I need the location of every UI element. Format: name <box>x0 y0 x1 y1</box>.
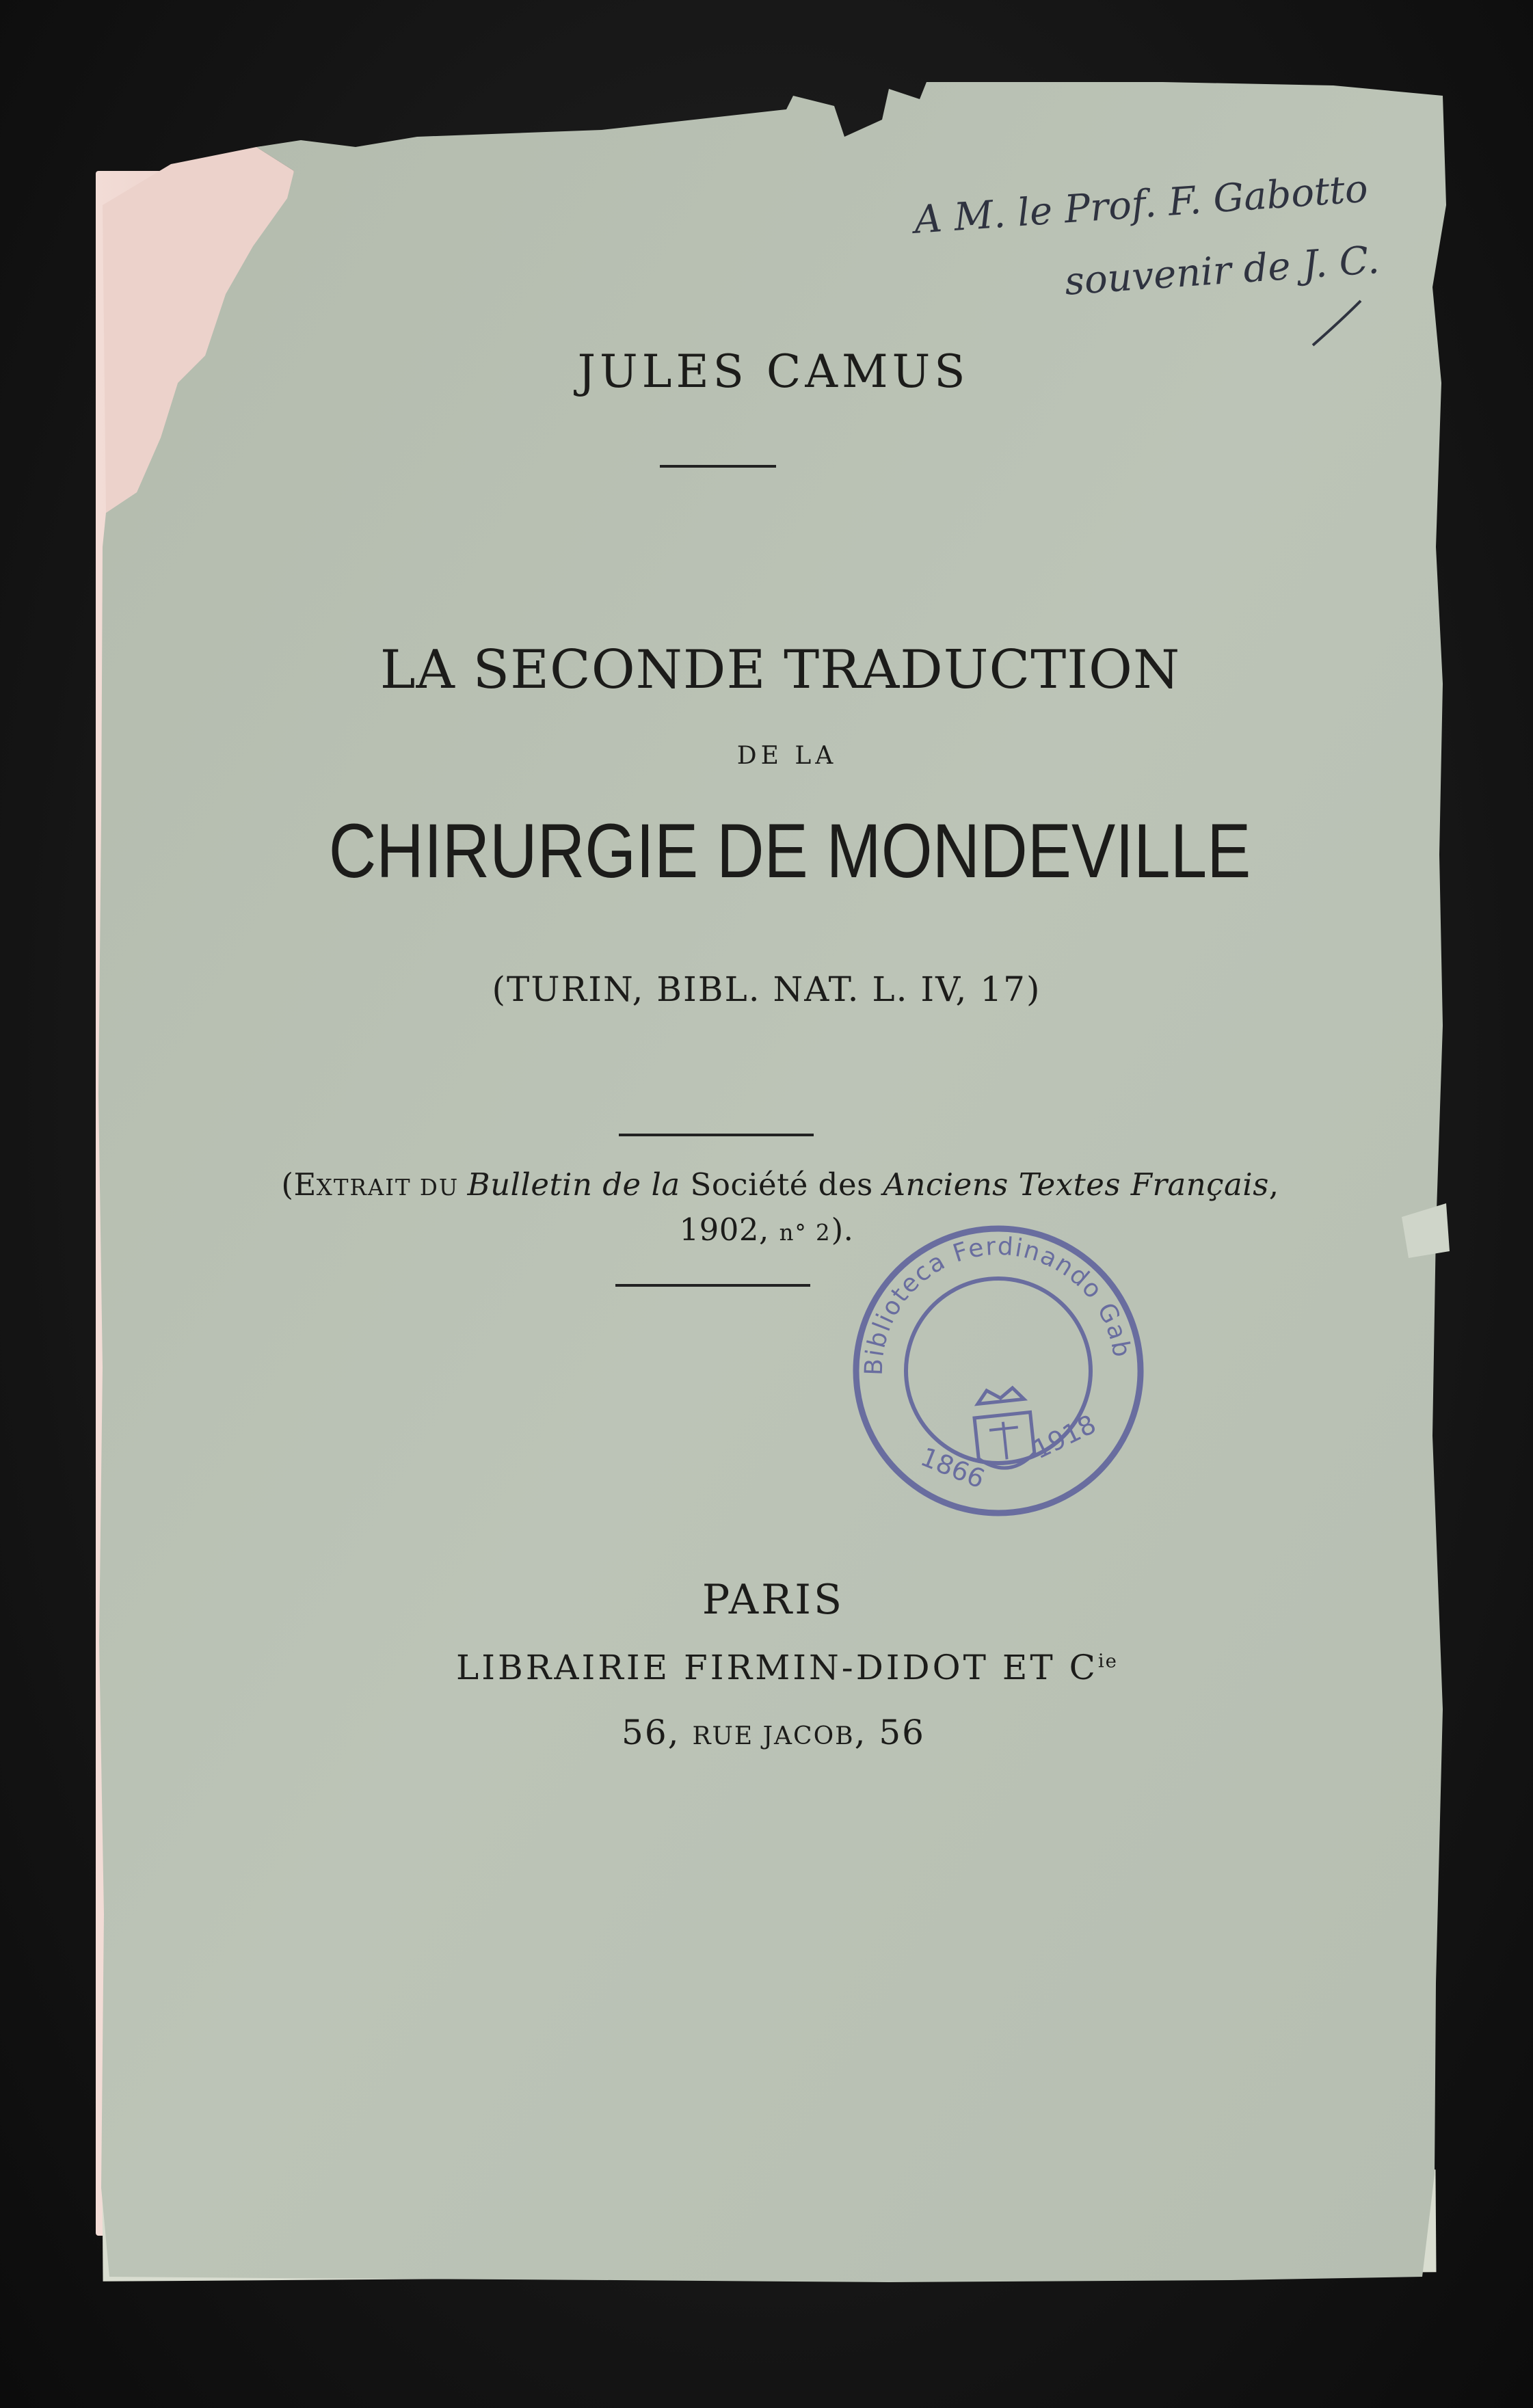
title-line-2: CHIRURGIE DE MONDEVILLE <box>328 808 1251 894</box>
stamp-year-left: 1866 <box>916 1441 989 1495</box>
extract-bulletin: Bulletin de la <box>467 1166 691 1203</box>
extract-societe: Société des <box>690 1166 883 1203</box>
shelfmark: (TURIN, BIBL. NAT. L. IV, 17) <box>492 969 1041 1009</box>
extract-open-paren: ( <box>281 1166 294 1203</box>
address-num-1: 56, <box>622 1713 693 1752</box>
publisher-main: LIBRAIRIE FIRMIN-DIDOT ET C <box>456 1648 1098 1687</box>
address-street: RUE JACOB <box>692 1722 855 1750</box>
author-name: JULES CAMUS <box>577 345 970 398</box>
inscription-line-1: A M. le Prof. F. Gabotto <box>913 166 1370 243</box>
title-line-1: LA SECONDE TRADUCTION <box>379 639 1181 701</box>
stamp-year-right: 1918 <box>1028 1408 1101 1465</box>
extract-comma: , <box>1268 1166 1279 1203</box>
publisher-sup: ie <box>1097 1650 1118 1672</box>
extract-close: ). <box>831 1212 854 1248</box>
extract-number: n° 2 <box>779 1220 831 1246</box>
extract-smallcaps: XTRAIT DU <box>316 1175 468 1201</box>
stamp-ring-text: Biblioteca Ferdinando Gabotto <box>859 1232 1136 1376</box>
extract-anciens: Anciens Textes Français <box>883 1166 1269 1203</box>
inscription-line-2: souvenir de J. C. <box>1063 237 1381 304</box>
extract-initial: E <box>293 1166 317 1203</box>
publication-city: PARIS <box>702 1576 845 1624</box>
address-num-2: , 56 <box>854 1713 925 1752</box>
extract-year: 1902, <box>679 1212 779 1248</box>
title-joiner: DE LA <box>736 742 838 770</box>
